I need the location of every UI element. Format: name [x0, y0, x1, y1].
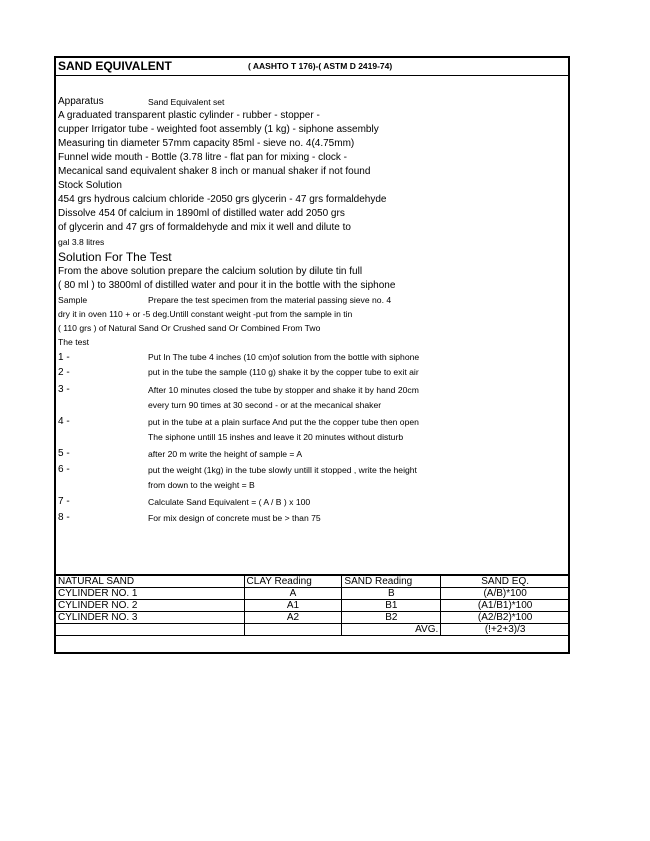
- sample-value: Prepare the test specimen from the material passing sieve no. 4: [148, 295, 392, 305]
- table-cell: A2: [244, 612, 342, 624]
- table-row: [56, 588, 570, 600]
- table-cell: (A/B)*100: [441, 588, 570, 600]
- table-cell: A1: [244, 600, 342, 612]
- solution-heading: Solution For The Test: [58, 250, 172, 264]
- step-number: 6 -: [58, 464, 70, 475]
- step-number: 8 -: [58, 512, 70, 523]
- sample-line: dry it in oven 110 + or -5 deg.Untill constant weight -put from the sample in tin: [58, 309, 353, 319]
- column-header: SAND EQ.: [441, 575, 570, 588]
- step-text: After 10 minutes closed the tube by stopper and shake it by hand 20cm: [148, 385, 419, 395]
- table-row: [56, 600, 570, 612]
- table-header-row: [56, 575, 570, 588]
- step-text: from down to the weight = B: [148, 480, 255, 490]
- step-number: 1 -: [58, 352, 70, 363]
- stock-line: 454 grs hydrous calcium chloride -2050 grs glycerin - 47 grs formaldehyde: [58, 194, 387, 205]
- apparatus-line: Funnel wide mouth - Bottle (3.78 litre - flat pan for mixing - clock -: [58, 152, 348, 163]
- step-text: put in the tube the sample (110 g) shake it by the copper tube to exit air: [148, 367, 419, 377]
- table-row: [56, 612, 570, 624]
- test-heading: The test: [58, 337, 90, 347]
- step-number: 5 -: [58, 448, 70, 459]
- stock-line: gal 3.8 litres: [58, 237, 105, 247]
- apparatus-value: Sand Equivalent set: [148, 97, 225, 107]
- step-number: 2 -: [58, 367, 70, 378]
- step-text: Calculate Sand Equivalent = ( A / B ) x 100: [148, 497, 311, 507]
- table-cell: CYLINDER NO. 2: [56, 600, 245, 612]
- stock-solution-heading: Stock Solution: [58, 180, 122, 191]
- step-text: every turn 90 times at 30 second - or at the mecanical shaker: [148, 400, 382, 410]
- step-text: Put In The tube 4 inches (10 cm)of solution from the bottle with siphone: [148, 352, 420, 362]
- avg-value: (!+2+3)/3: [441, 624, 570, 636]
- table-cell: B2: [342, 612, 441, 624]
- page-title: SAND EQUIVALENT: [58, 59, 172, 73]
- step-number: 3 -: [58, 384, 70, 395]
- apparatus-line: Measuring tin diameter 57mm capacity 85ml - sieve no. 4(4.75mm): [58, 138, 355, 149]
- stock-line: Dissolve 454 0f calcium in 1890ml of distilled water add 2050 grs: [58, 208, 345, 219]
- step-text: For mix design of concrete must be > than 75: [148, 513, 321, 523]
- step-text: after 20 m write the height of sample = A: [148, 449, 303, 459]
- table-cell: (A1/B1)*100: [441, 600, 570, 612]
- apparatus-label: Apparatus: [58, 96, 104, 107]
- table-cell: B: [342, 588, 441, 600]
- results-table: [55, 574, 570, 636]
- table-cell: CYLINDER NO. 3: [56, 612, 245, 624]
- avg-label: AVG.: [342, 624, 441, 636]
- sheet-header: [56, 58, 568, 76]
- step-number: 4 -: [58, 416, 70, 427]
- table-cell: [244, 624, 342, 636]
- sample-label: Sample: [58, 295, 88, 305]
- sand-equivalent-sheet: [54, 56, 570, 654]
- apparatus-line: cupper Irrigator tube - weighted foot assembly (1 kg) - siphone assembly: [58, 124, 379, 135]
- table-cell: B1: [342, 600, 441, 612]
- column-header: NATURAL SAND: [56, 575, 245, 588]
- column-header: CLAY Reading: [244, 575, 342, 588]
- solution-line: ( 80 ml ) to 3800ml of distilled water and pour it in the bottle with the siphone: [58, 280, 396, 291]
- table-cell: (A2/B2)*100: [441, 612, 570, 624]
- step-text: put the weight (1kg) in the tube slowly untill it stopped , write the height: [148, 465, 417, 475]
- table-avg-row: [56, 624, 570, 636]
- apparatus-line: A graduated transparent plastic cylinder - rubber - stopper -: [58, 110, 320, 121]
- column-header: SAND Reading: [342, 575, 441, 588]
- stock-line: of glycerin and 47 grs of formaldehyde and mix it well and dilute to: [58, 222, 351, 233]
- sample-line: ( 110 grs ) of Natural Sand Or Crushed sand Or Combined From Two: [58, 323, 321, 333]
- table-cell: A: [244, 588, 342, 600]
- step-text: put in the tube at a plain surface And put the the copper tube then open: [148, 417, 419, 427]
- table-cell: CYLINDER NO. 1: [56, 588, 245, 600]
- standard-reference: ( AASHTO T 176)-( ASTM D 2419-74): [248, 61, 393, 71]
- solution-line: From the above solution prepare the calcium solution by dilute tin full: [58, 266, 363, 277]
- step-text: The siphone untill 15 inshes and leave it 20 minutes without disturb: [148, 432, 404, 442]
- step-number: 7 -: [58, 496, 70, 507]
- apparatus-line: Mecanical sand equivalent shaker 8 inch or manual shaker if not found: [58, 166, 371, 177]
- table-cell: [56, 624, 245, 636]
